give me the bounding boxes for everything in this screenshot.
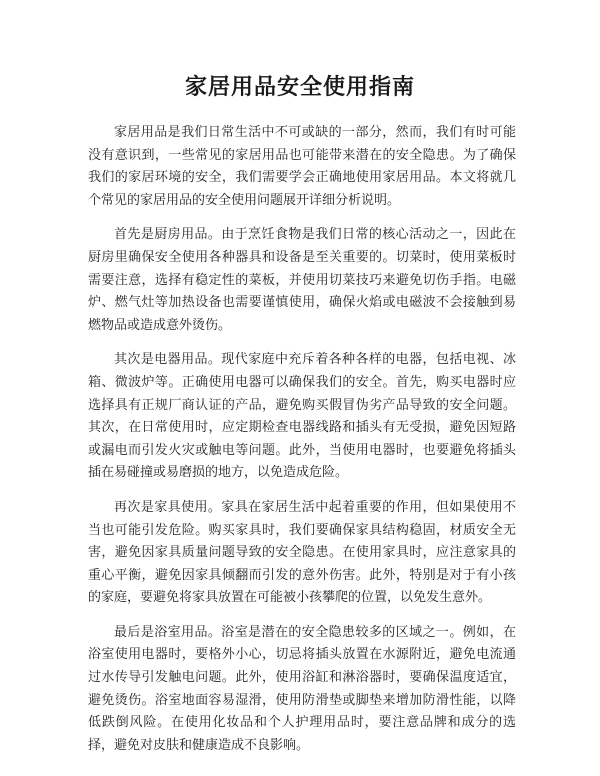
document-body [88, 122, 516, 769]
paragraph-intro: 家居用品是我们日常生活中不可或缺的一部分，然而，我们有时可能没有意识到，一些常见的家居用品也可能带来潜在的安全隐患。为了确保我们的家居环境的安全，我们需要学会正确地使用家居用品。本文将就几个常见的家居用品的安全使用问题展开详细分析说明。 [88, 125, 516, 208]
paragraph-appliances: 其次是电器用品。现代家庭中充斥着各种各样的电器，包括电视、冰箱、微波炉等。正确使用电器可以确保我们的安全。首先，购买电器时应选择具有正规厂商认证的产品，避免购买假冒伪劣产品导致的安全问题。其次，在日常使用时，应定期检查电器线路和插头有无受损，避免因短路或漏电而引发火灾或触电等问题。此外，当使用电器时，也要避免将插头插在易碰撞或易磨损的地方，以免造成危险。 [88, 352, 516, 481]
paragraph-furniture: 再次是家具使用。家具在家居生活中起着重要的作用，但如果使用不当也可能引发危险。购买家具时，我们要确保家具结构稳固，材质安全无害，避免因家具质量问题导致的安全隐患。在使用家具时，应注意家具的重心平衡，避免因家具倾翻而引发的意外伤害。此外，特别是对于有小孩的家庭，要避免将家具放置在可能被小孩攀爬的位置，以免发生意外。 [88, 499, 516, 606]
paragraph-kitchen: 首先是厨房用品。由于烹饪食物是我们日常的核心活动之一，因此在厨房里确保安全使用各种器具和设备是至关重要的。切菜时，使用菜板时需要注意，选择有稳定性的菜板，并使用切菜技巧来避免切伤手指。电磁炉、燃气灶等加热设备也需要谨慎使用，确保火焰或电磁波不会接触到易燃物品或造成意外烫伤。 [88, 227, 516, 333]
paragraph-bathroom: 最后是浴室用品。浴室是潜在的安全隐患较多的区域之一。例如，在浴室使用电器时，要格外小心，切忌将插头放置在水源附近，避免电流通过水传导引发触电问题。此外，使用浴缸和淋浴器时，要确保温度适宜，避免烫伤。浴室地面容易湿滑，使用防滑垫或脚垫来增加防滑性能，以降低跌倒风险。在使用化妆品和个人护理用品时，要注意品牌和成分的选择，避免对皮肤和健康造成不良影响。 [88, 624, 516, 753]
page-title: 家居用品安全使用指南 [184, 75, 415, 100]
